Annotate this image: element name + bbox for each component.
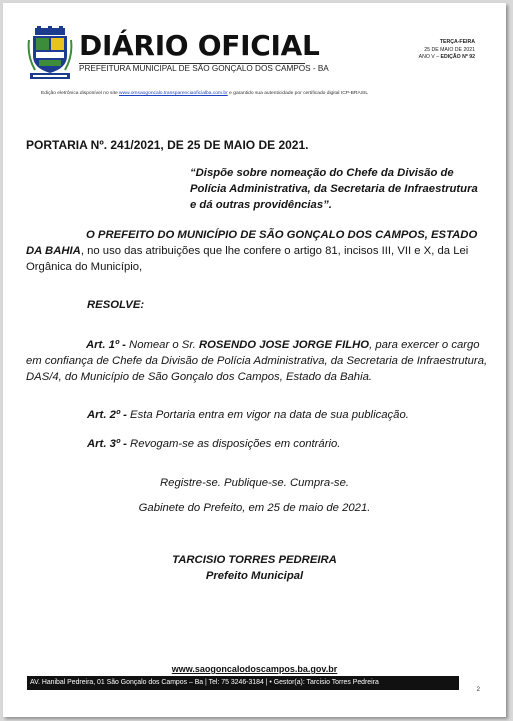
document-page bbox=[3, 3, 506, 717]
note-text-after: e garantido sua autenticidade por certificado digital ICP-BRASIL bbox=[227, 91, 369, 96]
article-1 bbox=[26, 337, 488, 385]
portaria-heading: PORTARIA Nº. 241/2021, DE 25 DE MAIO DE 2021. bbox=[26, 138, 309, 152]
article-1-label: Art. 1º - bbox=[86, 339, 126, 351]
article-2-label: Art. 2º - bbox=[87, 409, 127, 421]
article-3-label: Art. 3º - bbox=[87, 438, 127, 450]
article-2 bbox=[87, 407, 409, 423]
edition-year: ANO V – bbox=[418, 54, 441, 60]
municipal-crest-icon bbox=[27, 26, 73, 80]
transparency-link[interactable]: www.omsaogoncalo.transparenciaoficialba.com.br bbox=[119, 91, 228, 96]
article-1-text-pre: Nomear o Sr. bbox=[125, 339, 199, 351]
footer-website-link[interactable]: www.saogoncalodoscampos.ba.gov.br bbox=[171, 664, 338, 674]
footer-address-bar: AV. Hanibal Pedreira, 01 São Gonçalo dos Campos – Ba | Tel: 75 3246-3184 | • Gestor(a): Tarcisio Torres Pedreira bbox=[27, 676, 459, 690]
article-2-text: Esta Portaria entra em vigor na data de sua publicação. bbox=[126, 409, 409, 421]
masthead-title: DIÁRIO OFICIAL bbox=[79, 29, 320, 62]
article-1-text-post: , para exercer o cargo em confiança de Chefe da Divisão de Polícia Administrativa, da Secretaria de Infraestrutura, DAS/4, do Município de São Gonçalo dos Campos, Estado da Bahia. bbox=[26, 339, 488, 383]
resolve-label: RESOLVE: bbox=[87, 299, 145, 311]
edition-number bbox=[419, 54, 475, 62]
closing-place-date: Gabinete do Prefeito, em 25 de maio de 2021. bbox=[138, 502, 371, 514]
preamble-authority: O PREFEITO DO MUNICÍPIO DE SÃO GONÇALO DOS CAMPOS, ESTADO DA BAHIA bbox=[26, 229, 478, 257]
preamble bbox=[26, 227, 488, 275]
masthead-subtitle: PREFEITURA MUNICIPAL DE SÃO GONÇALO DOS CAMPOS - BA bbox=[79, 64, 329, 73]
note-text-before: Edição eletrônica disponível no site bbox=[41, 91, 120, 96]
signer-role: Prefeito Municipal bbox=[205, 570, 304, 582]
edition-weekday: TERÇA-FEIRA bbox=[439, 39, 475, 45]
portaria-ementa: “Dispõe sobre nomeação do Chefe da Divisão de Polícia Administrativa, da Secretaria de Infraestrutura e dá outras providências”. bbox=[190, 167, 478, 211]
signer-name: TARCISIO TORRES PEDREIRA bbox=[172, 554, 337, 566]
preamble-text: , no uso das atribuições que lhe confere o artigo 81, incisos III, VII e X, da Lei Orgânica do Município, bbox=[26, 245, 469, 273]
edition-label: EDIÇÃO Nº 92 bbox=[440, 54, 475, 60]
article-3-text: Revogam-se as disposições em contrário. bbox=[126, 438, 341, 450]
page-number: 2 bbox=[476, 687, 480, 693]
article-1-appointee: ROSENDO JOSE JORGE FILHO bbox=[198, 339, 370, 351]
edition-date: 25 DE MAIO DE 2021 bbox=[424, 46, 475, 53]
closing-formula: Registre-se. Publique-se. Cumpra-se. bbox=[160, 477, 349, 489]
electronic-edition-note bbox=[41, 91, 471, 96]
article-3 bbox=[87, 436, 340, 452]
edition-info bbox=[419, 39, 475, 62]
